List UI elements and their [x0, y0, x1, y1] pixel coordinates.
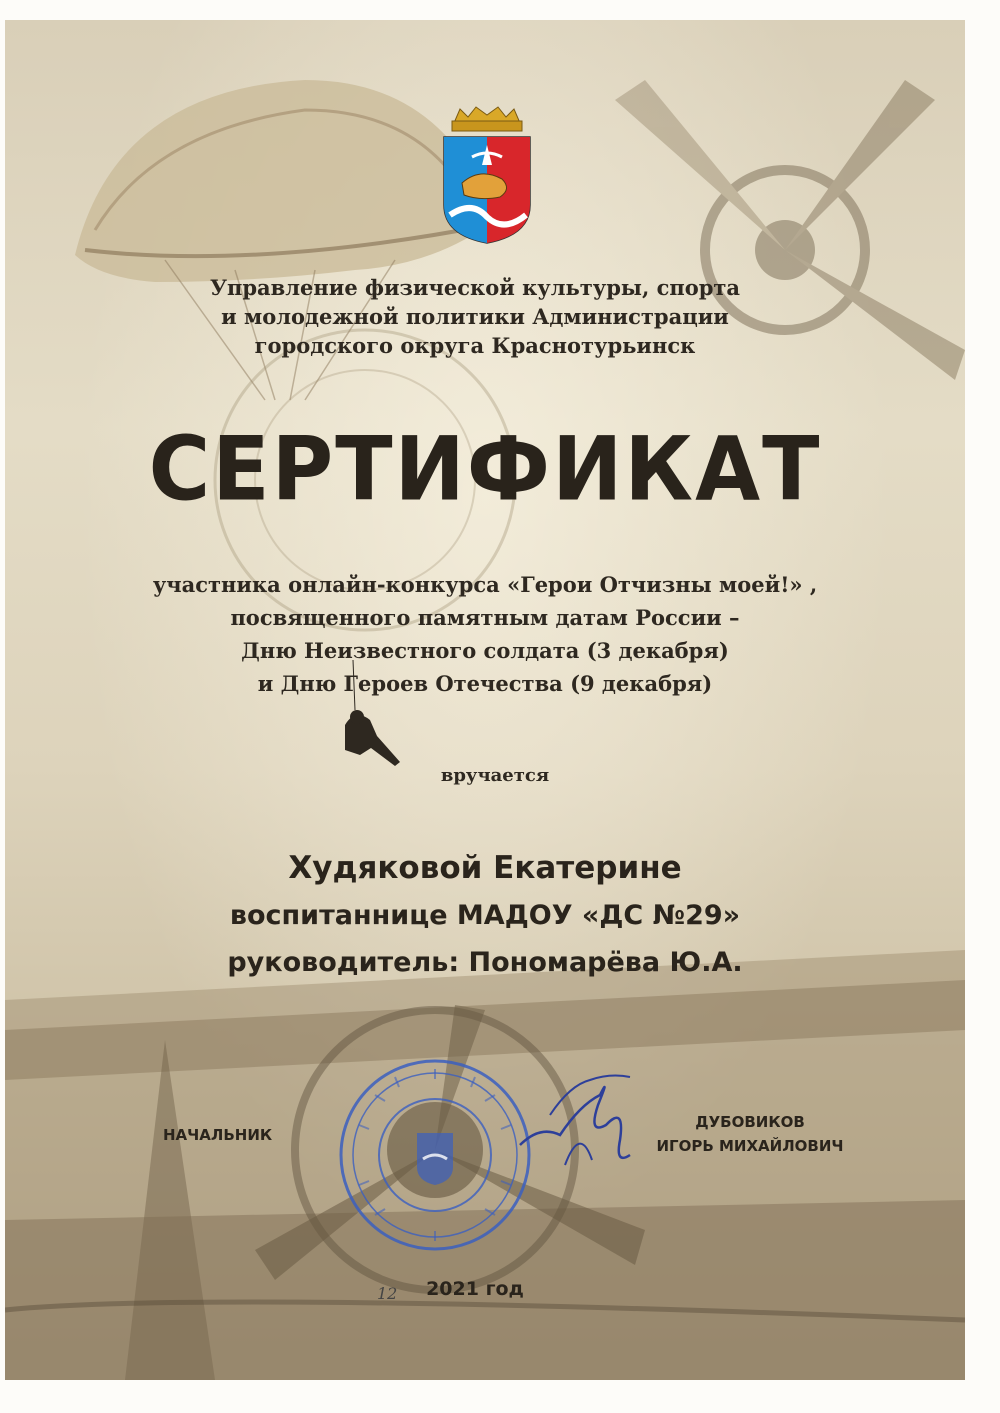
handwritten-day-text: 12 [377, 1284, 398, 1303]
description-line: участника онлайн-конкурса «Герои Отчизны моей!» , [152, 572, 818, 597]
recipient-block [85, 844, 885, 986]
description-line: и Дню Героев Отечества (9 декабря) [257, 671, 713, 696]
description-line: посвященного памятным датам России – [230, 605, 740, 630]
description-line: Дню Неизвестного солдата (3 декабря) [241, 638, 729, 663]
certificate-title: СЕРТИФИКАТ [148, 417, 822, 521]
presented-label: вручается [440, 765, 550, 786]
organization-line: и молодежной политики Администрации [221, 304, 729, 329]
organization-name [125, 273, 825, 360]
signatory-first-middle-name: ИГОРЬ МИХАЙЛОВИЧ [656, 1137, 844, 1155]
organization-line: городского округа Краснотурьинск [254, 333, 696, 358]
signatory-name [620, 1110, 880, 1158]
signatory-position: НАЧАЛЬНИК [163, 1126, 273, 1144]
recipient-supervisor: руководитель: Пономарёва Ю.А. [227, 947, 743, 978]
official-stamp [335, 1055, 535, 1255]
recipient-name: Худяковой Екатерине [288, 850, 682, 886]
certificate-year: 2021 год [426, 1278, 524, 1300]
contest-description [105, 568, 865, 700]
organization-line: Управление физической культуры, спорта [209, 275, 741, 300]
coat-of-arms-logo [442, 105, 532, 245]
signatory-surname: ДУБОВИКОВ [695, 1113, 805, 1131]
certificate-sheet [5, 20, 965, 1380]
recipient-institution: воспитаннице МАДОУ «ДС №29» [229, 900, 741, 931]
